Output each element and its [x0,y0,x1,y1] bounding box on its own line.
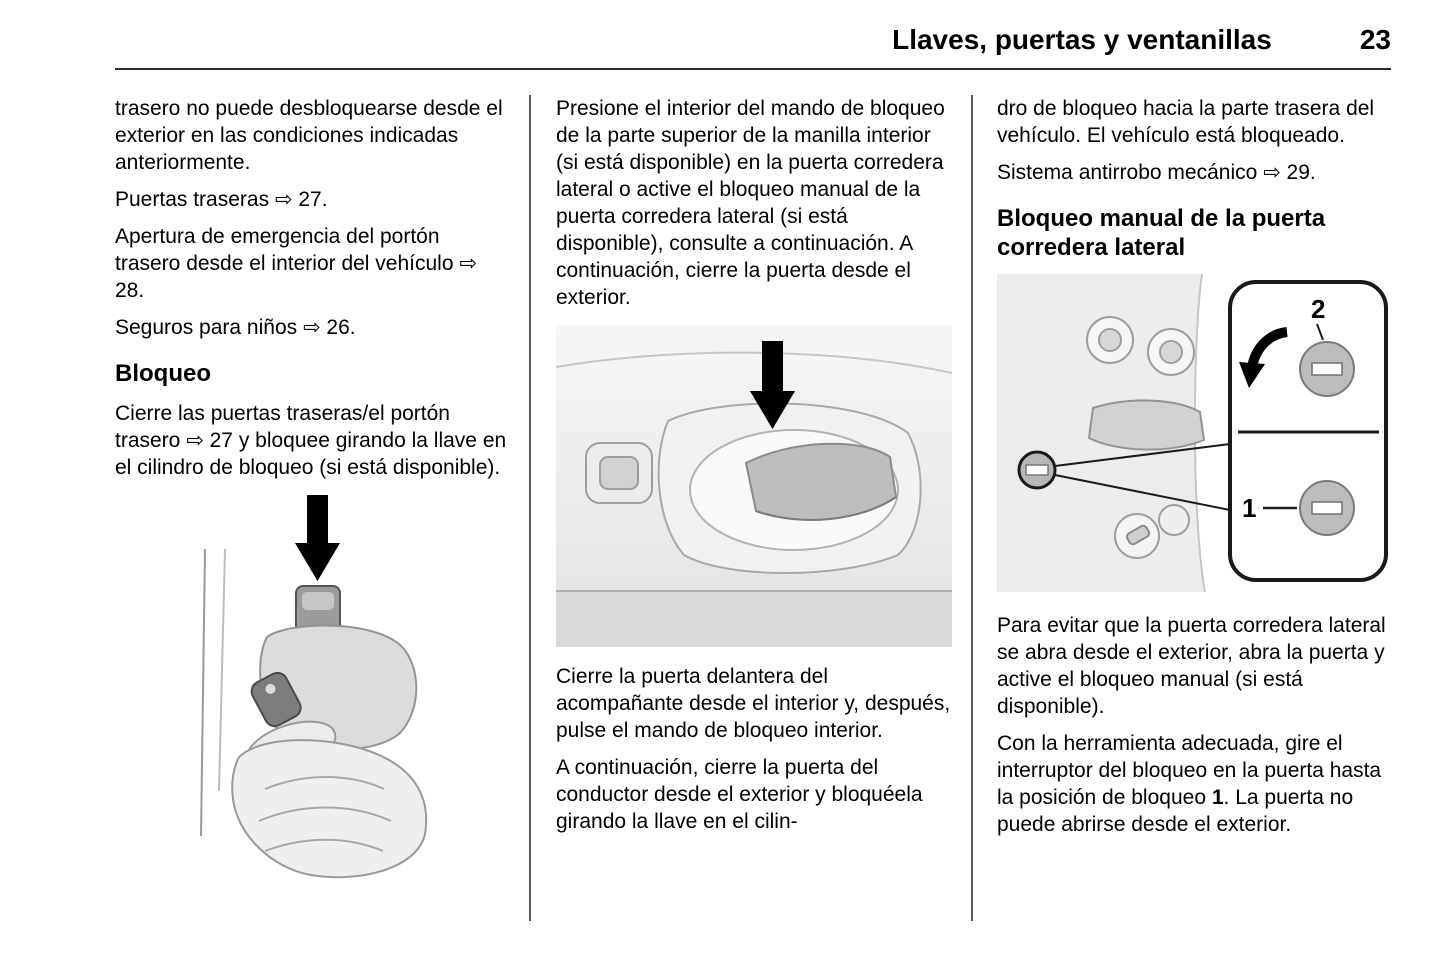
illustration-rear-door-lock-key [179,491,444,881]
cross-reference: Seguros para niños ⇨ 26. [115,316,356,339]
column-3 [997,95,1391,848]
lock-knob [746,444,896,520]
position-number: 1 [1211,786,1224,809]
illustration-sliding-door-lock-positions [997,274,1391,592]
lock-switch [1019,452,1055,488]
paragraph: Cierre la puerta delantera del acompañante desde el interior y, después, pulse el mando de bloqueo interior. [556,665,951,742]
paragraph: A continuación, cierre la puerta del conductor desde el exterior y bloquéela girando la llave en el cilin- [556,756,923,833]
cross-reference: Apertura de emergencia del portón trasero desde el interior del vehículo ⇨ 28. [115,225,477,302]
cross-reference: Puertas traseras ⇨ 27. [115,188,328,211]
paragraph: trasero no puede desbloquearse desde el exterior en las condiciones indicadas anteriormente. [115,97,503,174]
paragraph: Para evitar que la puerta corredera lateral se abra desde el exterior, abra la puerta y active el bloqueo manual (si está disponible). [997,614,1386,718]
section-heading-bloqueo-manual: Bloqueo manual de la puerta corredera lateral [997,205,1326,261]
callout-label-2: 2 [1311,294,1326,324]
down-arrow-icon [295,495,340,581]
section-heading-bloqueo: Bloqueo [115,360,211,387]
column-divider [971,95,973,921]
paragraph: dro de bloqueo hacia la parte trasera del vehículo. El vehículo está bloqueado. [997,97,1375,147]
column-divider [529,95,531,921]
illustration-door-handle-lock-knob [556,325,952,647]
paragraph: Cierre las puertas traseras/el portón trasero ⇨ 27 y bloquee girando la llave en el cilindro de bloqueo (si está disponible). [115,402,507,479]
callout-label-1: 1 [1242,493,1257,523]
paragraph-text: . La puerta no puede abrirse desde el exterior. [997,786,1354,836]
cross-reference: Sistema antirrobo mecánico ⇨ 29. [997,161,1316,184]
hand [232,740,426,877]
paragraph-text: Con la herramienta adecuada, gire el interruptor del bloqueo en la puerta hasta la posición de bloqueo [997,732,1382,809]
page-header [115,24,1391,70]
page-header-title: Llaves, puertas y ventanillas [892,24,1272,55]
page-number: 23 [1359,24,1391,55]
paragraph [997,730,1391,838]
paragraph: Presione el interior del mando de bloqueo de la parte superior de la manilla interior (si está disponible) en la puerta corredera lateral o active el bloqueo manual de la puerta corredera lateral (si está disponible), consulte a continuación. A continuación, cierre la puerta desde el exterior. [556,97,945,309]
column-2 [556,95,952,845]
column-1 [115,95,508,881]
door-release-lever [586,443,652,503]
